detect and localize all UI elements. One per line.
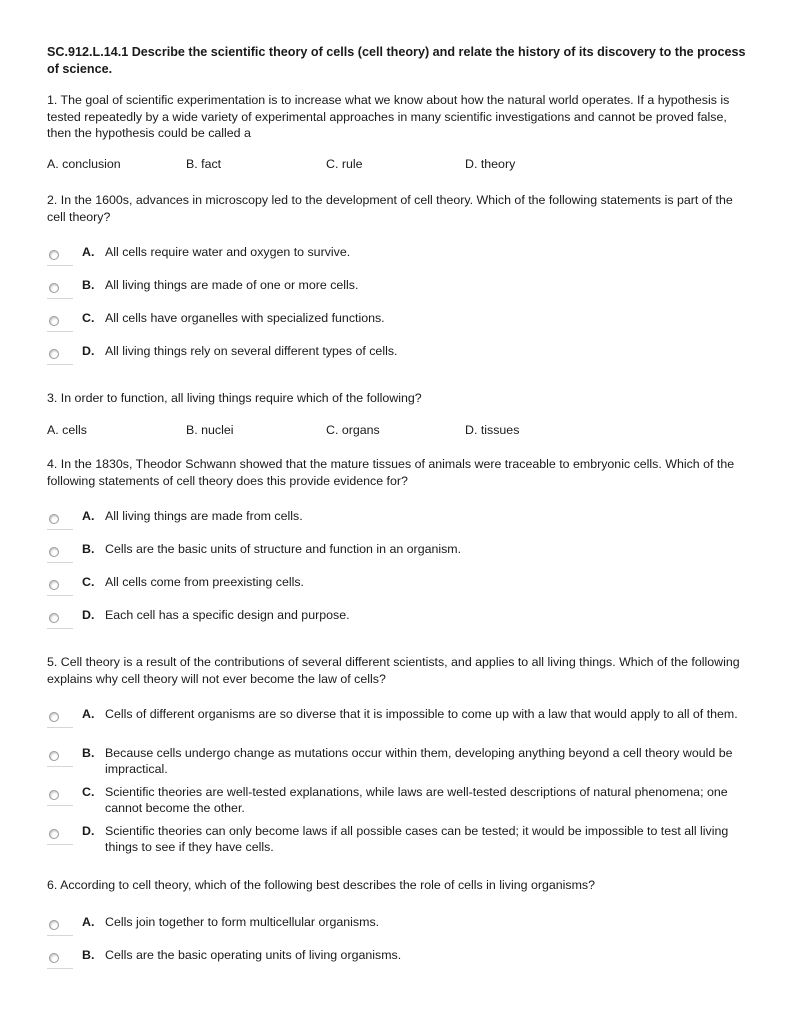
option-letter: B. bbox=[82, 746, 95, 760]
q6-option-a[interactable] bbox=[47, 915, 747, 947]
radio-button-icon[interactable] bbox=[49, 250, 59, 260]
question-5-stem: 5. Cell theory is a result of the contributions of several different scientists, and applies to all living things. Which of the following explains why cell theory will not ever become the law of cells? bbox=[47, 655, 740, 686]
question-3-choices bbox=[47, 423, 747, 439]
option-underline bbox=[47, 529, 73, 530]
option-text: Cells of different organisms are so diverse that it is impossible to come up with a law that would apply to all of them. bbox=[105, 707, 738, 721]
option-letter: C. bbox=[82, 311, 95, 325]
option-underline bbox=[47, 562, 73, 563]
q1-choice-c[interactable]: C. rule bbox=[326, 157, 363, 171]
option-text: Cells are the basic operating units of living organisms. bbox=[105, 948, 402, 962]
q3-choice-a[interactable]: A. cells bbox=[47, 423, 87, 437]
option-letter: A. bbox=[82, 509, 95, 523]
option-text: All cells come from preexisting cells. bbox=[105, 575, 305, 589]
option-underline bbox=[47, 844, 73, 845]
option-underline bbox=[47, 628, 73, 629]
radio-button-icon[interactable] bbox=[49, 580, 59, 590]
radio-button-icon[interactable] bbox=[49, 283, 59, 293]
q3-choice-c[interactable]: C. organs bbox=[326, 423, 380, 437]
option-text: All cells have organelles with specialized functions. bbox=[105, 311, 385, 325]
q2-option-a[interactable] bbox=[47, 245, 747, 277]
option-underline bbox=[47, 265, 73, 266]
radio-button-icon[interactable] bbox=[49, 920, 59, 930]
option-text: Cells join together to form multicellular organisms. bbox=[105, 915, 380, 929]
option-letter: D. bbox=[82, 824, 95, 838]
option-text: Because cells undergo change as mutations occur within them, developing anything beyond a cell theory would be impractical. bbox=[105, 746, 733, 776]
radio-button-icon[interactable] bbox=[49, 751, 59, 761]
q4-option-b[interactable] bbox=[47, 542, 747, 574]
option-text: All living things are made from cells. bbox=[105, 509, 303, 523]
q2-option-b[interactable] bbox=[47, 278, 747, 310]
q5-option-b[interactable] bbox=[47, 746, 747, 778]
radio-button-icon[interactable] bbox=[49, 829, 59, 839]
q5-option-c[interactable] bbox=[47, 785, 747, 817]
q6-option-b[interactable] bbox=[47, 948, 747, 980]
option-text: Scientific theories are well-tested explanations, while laws are well-tested descriptions of natural phenomena; one cannot become the other. bbox=[105, 785, 728, 815]
option-text: Cells are the basic units of structure and function in an organism. bbox=[105, 542, 462, 556]
option-letter: A. bbox=[82, 245, 95, 259]
option-text: Each cell has a specific design and purpose. bbox=[105, 608, 350, 622]
option-text: All living things are made of one or more cells. bbox=[105, 278, 359, 292]
q4-option-d[interactable] bbox=[47, 608, 747, 640]
option-underline bbox=[47, 298, 73, 299]
option-underline bbox=[47, 331, 73, 332]
benchmark-heading: SC.912.L.14.1 Describe the scientific theory of cells (cell theory) and relate the history of its discovery to the process of science. bbox=[47, 45, 746, 76]
q4-option-c[interactable] bbox=[47, 575, 747, 607]
option-text: Scientific theories can only become laws if all possible cases can be tested; it would be impossible to test all living things to see if they have cells. bbox=[105, 824, 729, 854]
option-letter: C. bbox=[82, 785, 95, 799]
option-underline bbox=[47, 935, 73, 936]
option-letter: D. bbox=[82, 344, 95, 358]
question-6-stem: 6. According to cell theory, which of the following best describes the role of cells in living organisms? bbox=[47, 878, 595, 892]
option-letter: D. bbox=[82, 608, 95, 622]
q5-option-a[interactable] bbox=[47, 707, 747, 739]
radio-button-icon[interactable] bbox=[49, 349, 59, 359]
q3-choice-d[interactable]: D. tissues bbox=[465, 423, 520, 437]
radio-button-icon[interactable] bbox=[49, 712, 59, 722]
option-letter: A. bbox=[82, 707, 95, 721]
question-1-stem: 1. The goal of scientific experimentation is to increase what we know about how the natural world operates. If a hypothesis is tested repeatedly by a wide variety of experimental approaches in many scientific investigations and cannot be proved false, then the hypothesis could be called a bbox=[47, 93, 730, 140]
q1-choice-a[interactable]: A. conclusion bbox=[47, 157, 121, 171]
question-3-stem: 3. In order to function, all living things require which of the following? bbox=[47, 391, 422, 405]
radio-button-icon[interactable] bbox=[49, 613, 59, 623]
option-underline bbox=[47, 968, 73, 969]
option-underline bbox=[47, 595, 73, 596]
option-underline bbox=[47, 766, 73, 767]
radio-button-icon[interactable] bbox=[49, 790, 59, 800]
q5-option-d[interactable] bbox=[47, 824, 747, 856]
q2-option-c[interactable] bbox=[47, 311, 747, 343]
radio-button-icon[interactable] bbox=[49, 547, 59, 557]
q4-option-a[interactable] bbox=[47, 509, 747, 541]
q1-choice-b[interactable]: B. fact bbox=[186, 157, 222, 171]
option-letter: B. bbox=[82, 542, 95, 556]
question-2-stem: 2. In the 1600s, advances in microscopy led to the development of cell theory. Which of the following statements is part of the cell theory? bbox=[47, 193, 733, 224]
option-underline bbox=[47, 727, 73, 728]
option-text: All cells require water and oxygen to survive. bbox=[105, 245, 351, 259]
question-1-choices bbox=[47, 157, 747, 173]
option-letter: B. bbox=[82, 948, 95, 962]
option-letter: A. bbox=[82, 915, 95, 929]
question-4-stem: 4. In the 1830s, Theodor Schwann showed that the mature tissues of animals were traceable to embryonic cells. Which of the following statements of cell theory does this provide evidence for? bbox=[47, 457, 735, 488]
option-underline bbox=[47, 805, 73, 806]
option-letter: B. bbox=[82, 278, 95, 292]
q2-option-d[interactable] bbox=[47, 344, 747, 376]
option-letter: C. bbox=[82, 575, 95, 589]
option-underline bbox=[47, 364, 73, 365]
radio-button-icon[interactable] bbox=[49, 316, 59, 326]
radio-button-icon[interactable] bbox=[49, 953, 59, 963]
option-text: All living things rely on several different types of cells. bbox=[105, 344, 398, 358]
radio-button-icon[interactable] bbox=[49, 514, 59, 524]
q1-choice-d[interactable]: D. theory bbox=[465, 157, 516, 171]
q3-choice-b[interactable]: B. nuclei bbox=[186, 423, 234, 437]
